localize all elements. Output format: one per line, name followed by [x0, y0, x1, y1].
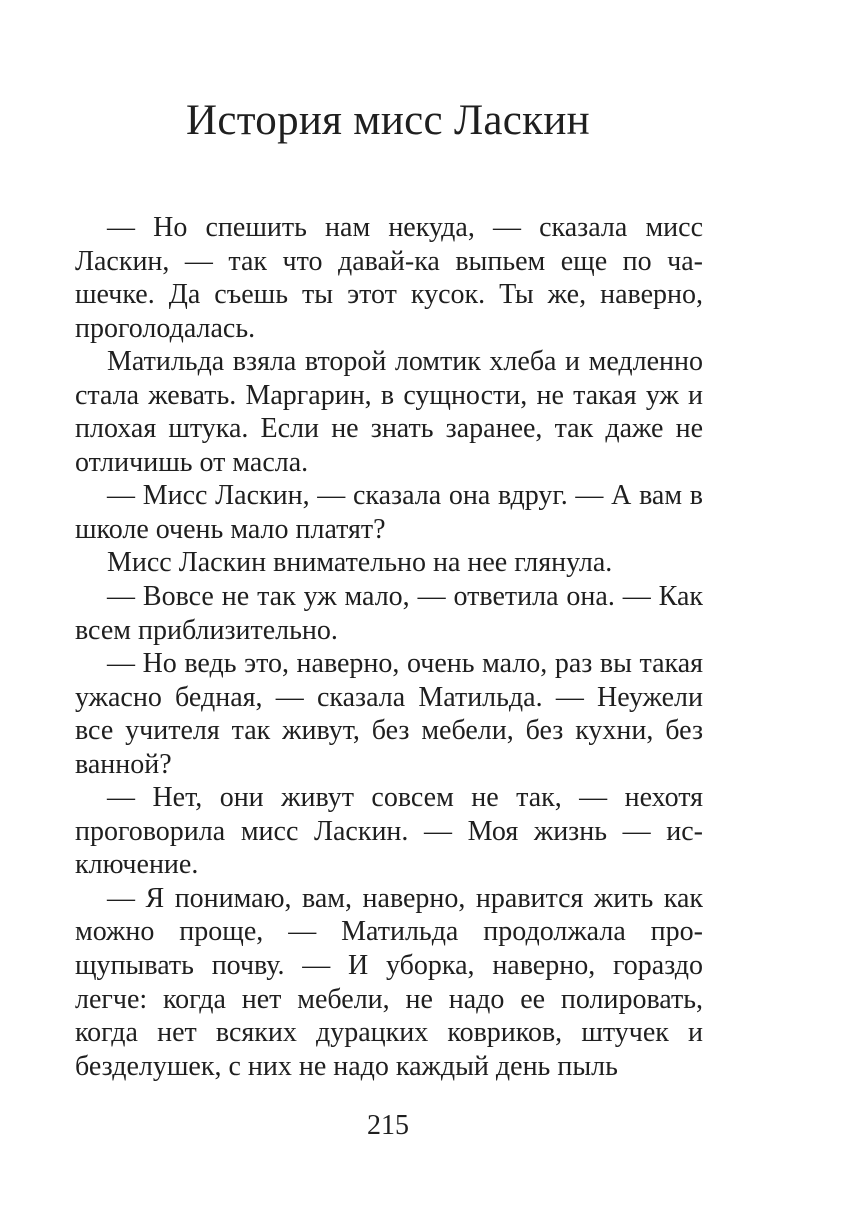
- paragraph: — Нет, они живут совсем не так, — нехотя проговорила мисс Ласкин. — Моя жизнь — исключение.: [75, 782, 703, 881]
- body-text: [75, 211, 703, 1083]
- paragraph: Мисс Ласкин внимательно на нее глянула.: [107, 547, 613, 579]
- paragraph: — Но ведь это, наверно, очень мало, раз вы такая ужасно бедная, — сказала Матильда. — Неужели все учителя так живут, без мебели, без кухни, без ванной?: [75, 648, 703, 780]
- paragraph: — Вовсе не так уж мало, — ответила она. — Как всем приблизительно.: [75, 581, 703, 646]
- paragraph: — Я понимаю, вам, наверно, нравится жить как можно проще, — Матильда продолжала прощупывать почву. — И уборка, наверно, гораздо легче: когда нет мебели, не надо ее полировать, когда нет всяких дурацких ковриков, штучек и безделушек, с них не надо каждый день пыль: [75, 882, 703, 1082]
- paragraph: Матильда взяла второй ломтик хлеба и медленно стала жевать. Маргарин, в сущности, не такая уж и плохая штука. Если не знать заранее, так даже не отличишь от масла.: [75, 346, 703, 478]
- paragraph: — Мисс Ласкин, — сказала она вдруг. — А вам в школе очень мало платят?: [75, 480, 703, 545]
- paragraph: — Но спешить нам некуда, — сказала мисс Ласкин, — так что давай-ка выпьем еще по чашечке. Да съешь ты этот кусок. Ты же, наверно, проголодалась.: [75, 212, 703, 344]
- page-number: 215: [367, 1110, 409, 1141]
- running-head-title: История мисс Ласкин: [186, 97, 590, 144]
